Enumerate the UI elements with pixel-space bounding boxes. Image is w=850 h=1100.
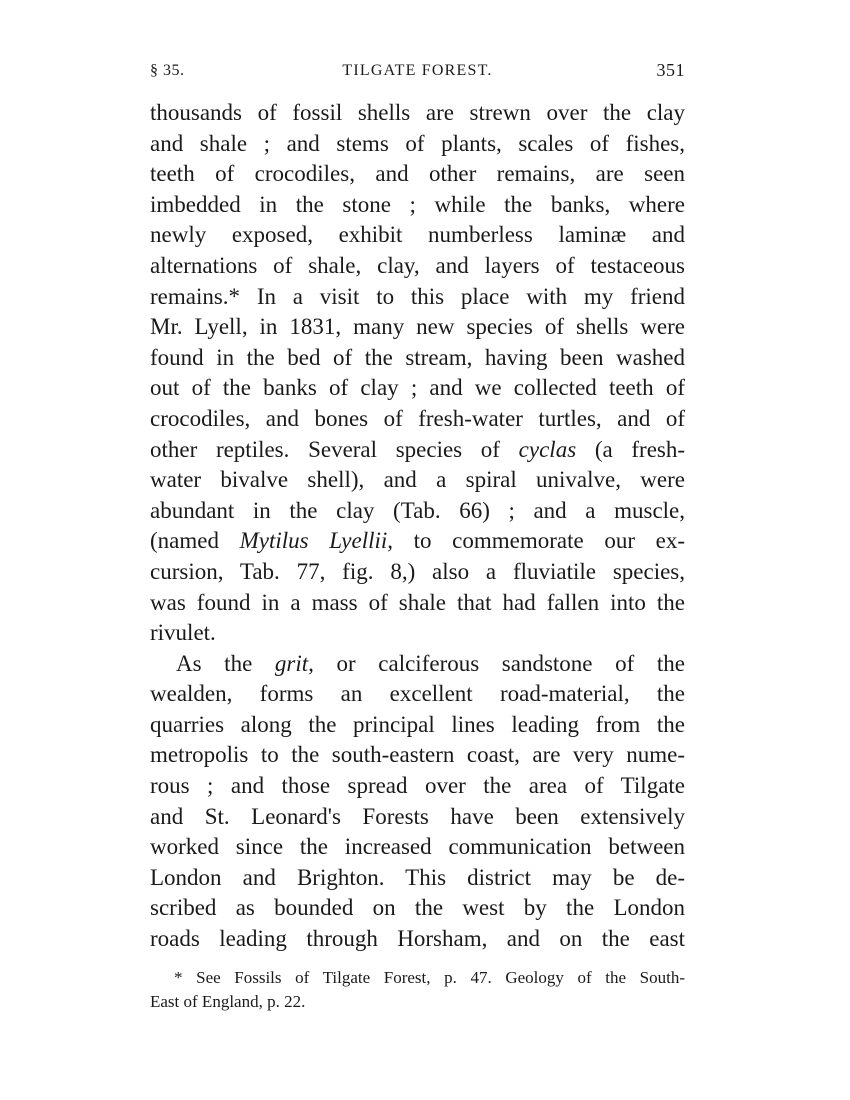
text-line: roads leading through Horsham, and on the east xyxy=(150,926,685,952)
text-line: was found in a mass of shale that had fallen into the xyxy=(150,589,685,615)
footnote-line: East of England, p. 22. xyxy=(150,992,306,1011)
text-line: Mr. Lyell, in 1831, many new species of shells were xyxy=(150,314,685,340)
text-line: cursion, Tab. 77, fig. 8,) also a fluviatile species, xyxy=(150,558,685,584)
running-title: TILGATE FOREST. xyxy=(342,62,493,79)
italic-term: cyclas xyxy=(518,436,577,462)
footnote xyxy=(150,966,685,1014)
running-header xyxy=(150,62,685,86)
text-line: and shale ; and stems of plants, scales of fishes, xyxy=(150,130,685,156)
text-line: teeth of crocodiles, and other remains, are seen xyxy=(150,161,685,187)
text-line xyxy=(150,526,685,557)
body-text xyxy=(150,98,685,955)
text-line: rivulet. xyxy=(150,620,216,646)
text-line: crocodiles, and bones of fresh-water turtles, and of xyxy=(150,405,685,431)
footnote-line: * See Fossils of Tilgate Forest, p. 47. Geology of the South- xyxy=(174,968,685,987)
text-line xyxy=(150,435,685,466)
italic-term: grit, xyxy=(274,650,314,676)
text-segment: other reptiles. Several species of xyxy=(150,436,500,462)
text-line: alternations of shale, clay, and layers of testaceous xyxy=(150,252,685,278)
text-segment: As the xyxy=(176,650,253,676)
text-line: scribed as bounded on the west by the London xyxy=(150,895,685,921)
text-line: quarries along the principal lines leading from the xyxy=(150,711,685,737)
text-line: and St. Leonard's Forests have been extensively xyxy=(150,803,685,829)
text-segment: (named xyxy=(150,528,219,554)
text-line: found in the bed of the stream, having been washed xyxy=(150,344,685,370)
text-line xyxy=(150,649,685,680)
text-line: out of the banks of clay ; and we collected teeth of xyxy=(150,375,685,401)
text-line: thousands of fossil shells are strewn over the clay xyxy=(150,100,685,125)
page-number: 351 xyxy=(656,60,685,80)
text-segment: (a fresh- xyxy=(594,436,686,462)
text-line: rous ; and those spread over the area of Tilgate xyxy=(150,773,685,799)
text-line: abundant in the clay (Tab. 66) ; and a muscle, xyxy=(150,497,685,523)
section-number: § 35. xyxy=(150,62,185,79)
text-segment: to commemorate our ex- xyxy=(413,528,686,554)
text-line: imbedded in the stone ; while the banks, where xyxy=(150,191,685,217)
text-line: newly exposed, exhibit numberless laminæ and xyxy=(150,222,685,248)
text-line: worked since the increased communication between xyxy=(150,834,685,860)
text-line: remains.* In a visit to this place with my friend xyxy=(150,283,685,309)
italic-term: Mytilus Lyellii, xyxy=(239,528,394,554)
text-line: metropolis to the south-eastern coast, are very nume- xyxy=(150,742,685,768)
text-line: London and Brighton. This district may be de- xyxy=(150,864,685,890)
text-segment: or calciferous sandstone of the xyxy=(336,650,685,676)
text-line: wealden, forms an excellent road-material, the xyxy=(150,681,685,707)
text-line: water bivalve shell), and a spiral univalve, were xyxy=(150,467,685,493)
